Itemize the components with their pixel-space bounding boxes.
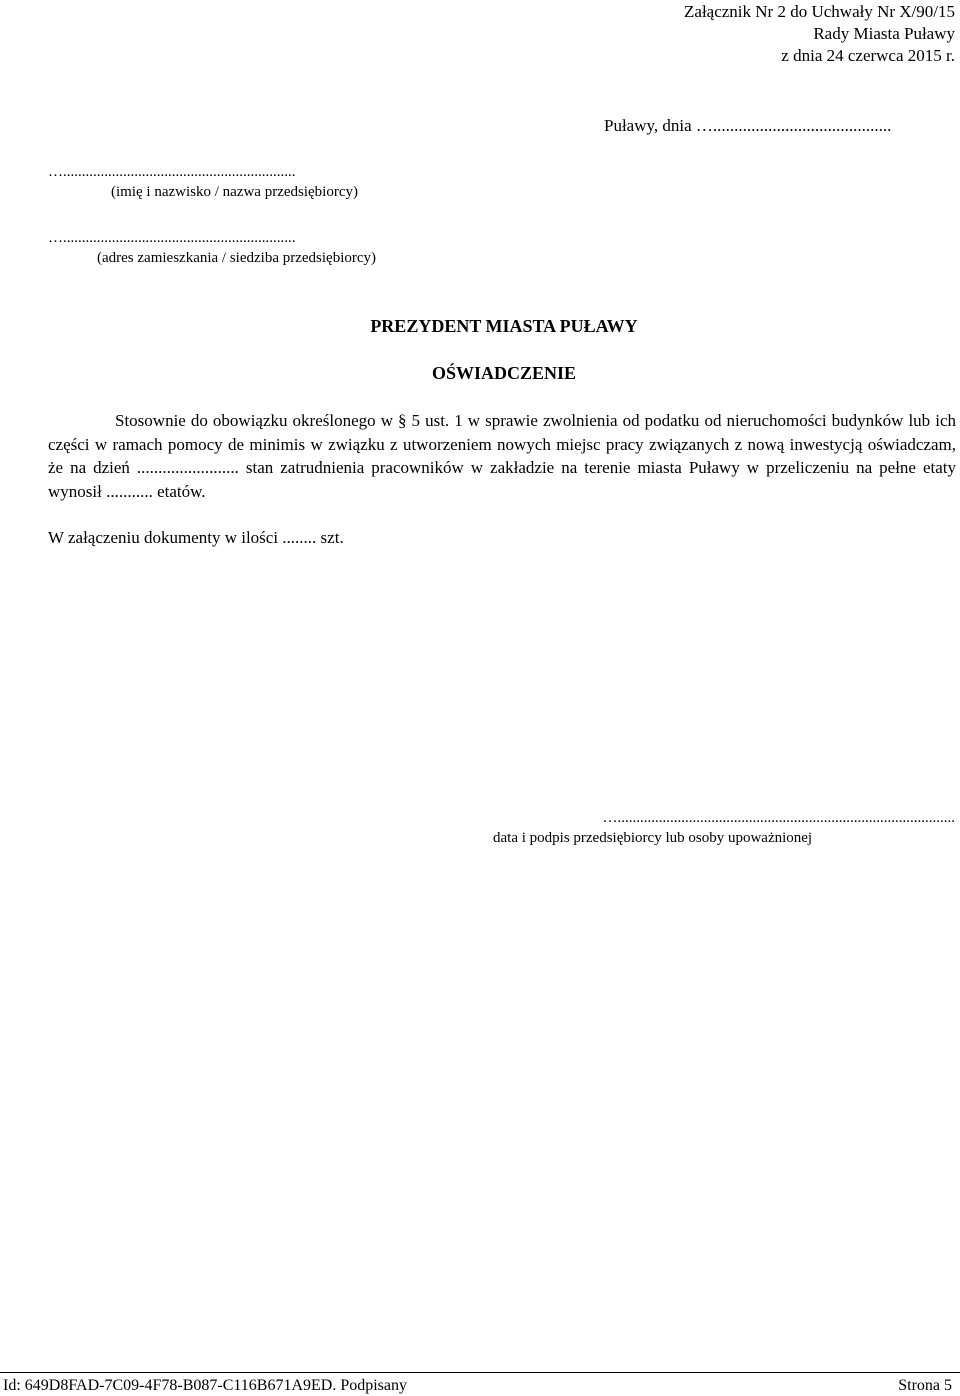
document-heading: OŚWIADCZENIE: [431, 363, 577, 383]
signature-caption: data i podpis przedsiębiorcy lub osoby upoważnionej: [493, 830, 813, 846]
attachments-count-line: W załączeniu dokumenty w ilości ........ szt.: [48, 528, 344, 547]
statement-paragraph: Stosownie do obowiązku określonego w § 5 ust. 1 w sprawie zwolnienia od podatku od nieruchomości budynków lub ich części w ramach pomocy de minimis w związku z utworzeniem nowych miejsc pracy związanych z nową inwestycją oświadczam, że na dzień ........................ stan zatrudnienia pracowników w zakładzie na terenie miasta Puławy w przeliczeniu na pełne etaty wynosił ........... etatów.: [48, 411, 956, 501]
footer-divider: [0, 1372, 960, 1373]
document-id: Id: 649D8FAD-7C09-4F78-B087-C116B671A9ED. Podpisany: [3, 1377, 408, 1394]
signature-field: …..........................................................................................: [602, 810, 955, 826]
attachment-line-1: Załącznik Nr 2 do Uchwały Nr X/90/15: [684, 2, 955, 21]
page-number: Strona 5: [898, 1377, 952, 1394]
recipient-title: PREZYDENT MIASTA PUŁAWY: [370, 316, 638, 336]
applicant-address-field: …..............................................................: [48, 230, 296, 246]
place-date-field: Puławy, dnia …..........................................: [604, 116, 892, 135]
applicant-name-caption: (imię i nazwisko / nazwa przedsiębiorcy): [111, 184, 358, 200]
applicant-name-field: …..............................................................: [48, 164, 296, 180]
attachment-line-2: Rady Miasta Puławy: [813, 24, 955, 43]
applicant-address-caption: (adres zamieszkania / siedziba przedsiębiorcy): [97, 250, 377, 266]
attachment-line-3: z dnia 24 czerwca 2015 r.: [781, 46, 955, 65]
